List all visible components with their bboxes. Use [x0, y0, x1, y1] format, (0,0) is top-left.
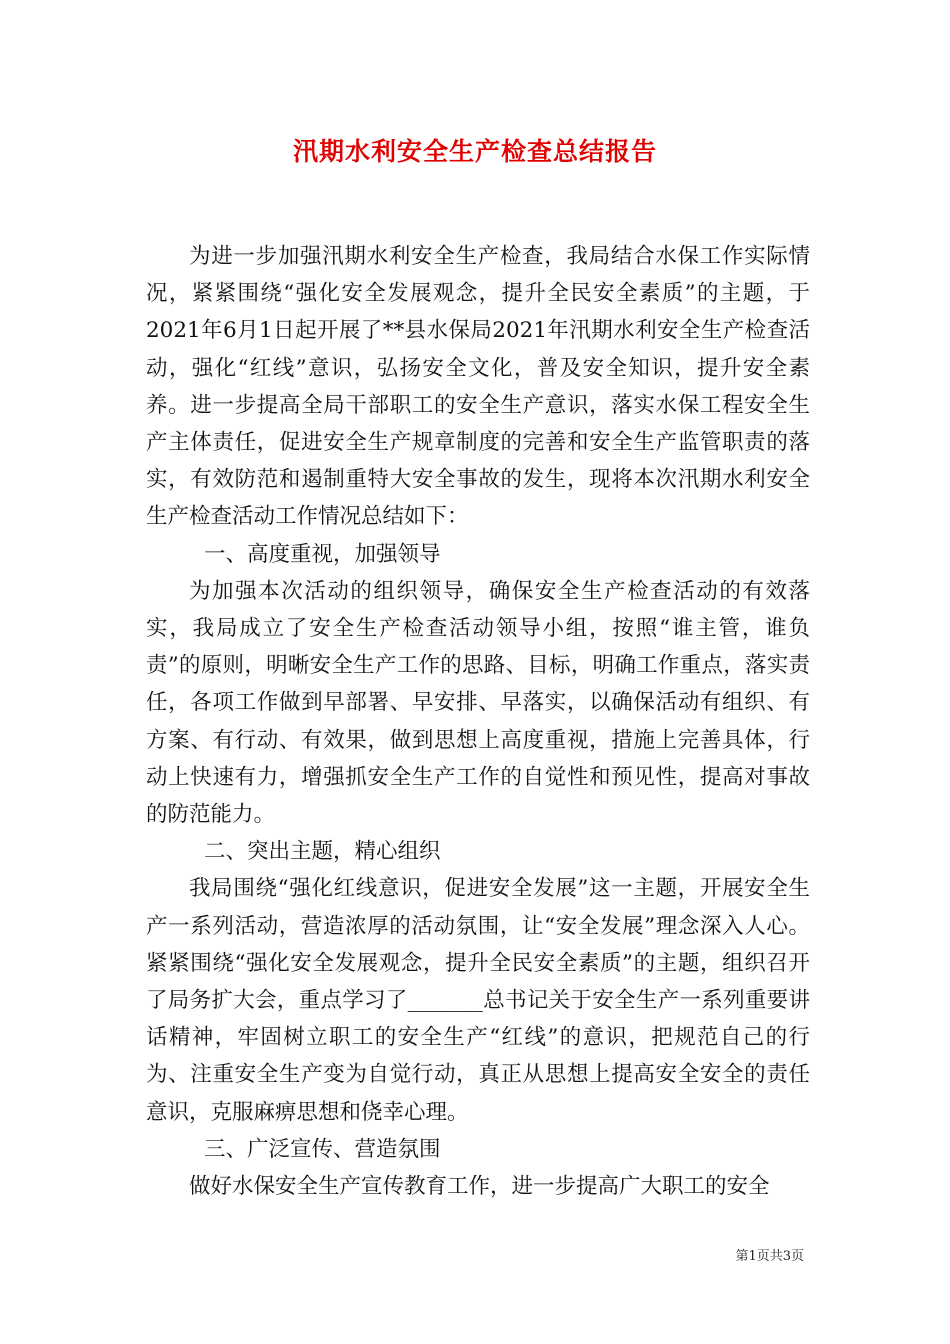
document-title: 汛期水利安全生产检查总结报告: [292, 137, 657, 166]
document-body: [146, 238, 810, 1205]
section-heading-2: 二、突出主题，精心组织: [204, 839, 441, 865]
section-paragraph-2: 我局围绕“强化红线意识，促进安全发展”这一主题，开展安全生产一系列活动，营造浓厚的活动氛围，让“安全发展”理念深入人心。紧紧围绕“强化安全发展观念，提升全民安全素质”的主题，组织召开了局务扩大会，重点学习了_______总书记关于安全生产一系列重要讲话精神，牢固树立职工的安全生产“红线”的意识，把规范自己的行为、注重安全生产变为自觉行动，真正从思想上提高安全安全的责任意识，克服麻痹思想和侥幸心理。: [146, 876, 810, 1125]
page-number-footer: 第1页共3页: [735, 1249, 804, 1264]
section-heading-3: 三、广泛宣传、营造氛围: [204, 1136, 441, 1162]
section-paragraph-1: 为加强本次活动的组织领导，确保安全生产检查活动的有效落实，我局成立了安全生产检查活动领导小组，按照“谁主管，谁负责”的原则，明晰安全生产工作的思路、目标，明确工作重点，落实责任，各项工作做到早部署、早安排、早落实，以确保活动有组织、有方案、有行动、有效果，做到思想上高度重视，措施上完善具体，行动上快速有力，增强抓安全生产工作的自觉性和预见性，提高对事故的防范能力。: [146, 578, 810, 828]
section-paragraph-3: 做好水保安全生产宣传教育工作，进一步提高广大职工的安全: [189, 1174, 770, 1200]
section-heading-1: 一、高度重视，加强领导: [204, 541, 441, 567]
intro-paragraph: 为进一步加强汛期水利安全生产检查，我局结合水保工作实际情况，紧紧围绕“强化安全发展观念，提升全民安全素质”的主题，于2021年6月1日起开展了**县水保局2021年汛期水利安全生产检查活动，强化“红线”意识，弘扬安全文化，普及安全知识，提升安全素养。进一步提高全局干部职工的安全生产意识，落实水保工程安全生产主体责任，促进安全生产规章制度的完善和安全生产监管职责的落实，有效防范和遏制重特大安全事故的发生，现将本次汛期水利安全生产检查活动工作情况总结如下：: [146, 244, 810, 530]
